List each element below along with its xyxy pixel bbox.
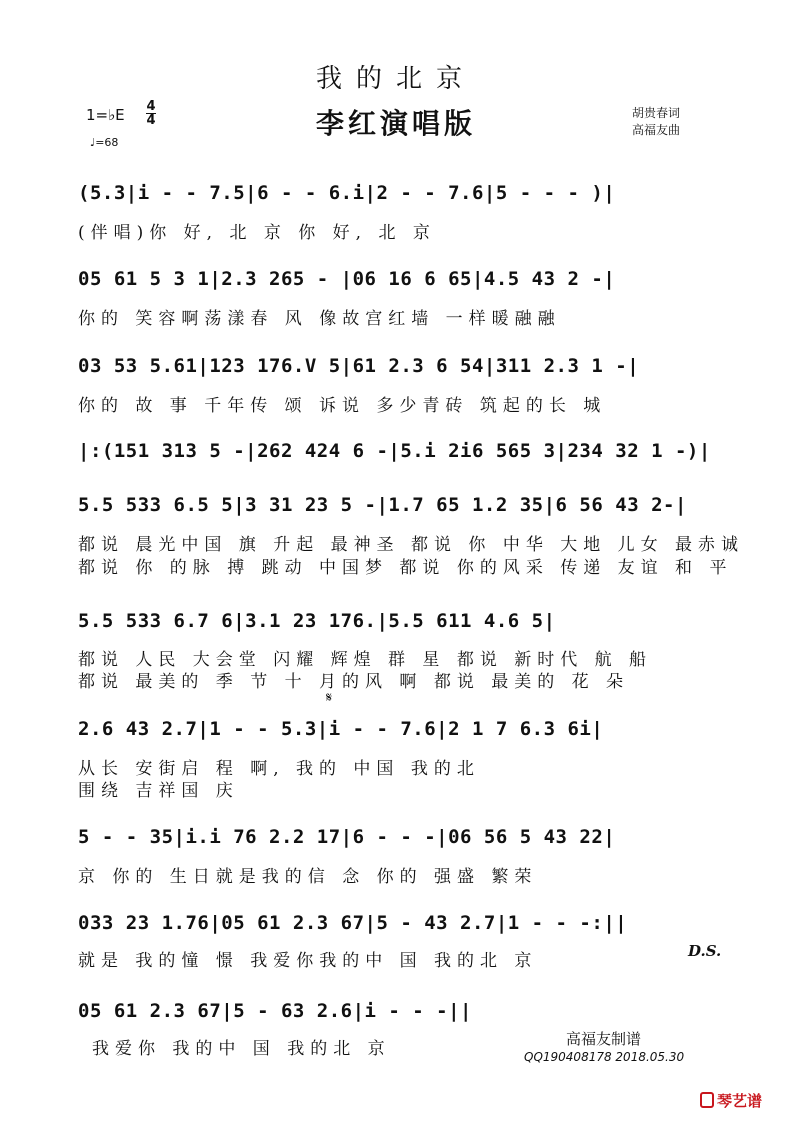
score-row-4 bbox=[78, 430, 728, 480]
lyric-line: 就是 我的憧 憬 我爱你我的中 国 我的北 京 bbox=[78, 951, 538, 971]
score-row-5 bbox=[78, 484, 728, 534]
score-row-9 bbox=[78, 902, 728, 952]
lyric-line: 都说 晨光中国 旗 升起 最神圣 都说 你 中华 大地 儿女 最赤诚 bbox=[78, 535, 745, 555]
notation-line: 5.5 533 6.5 5|3 31 23 5 -|1.7 65 1.2 35|6 56 43 2-| bbox=[78, 494, 687, 516]
tempo-marking: ♩=68 bbox=[90, 136, 119, 149]
lyricist-credit: 胡贵春词 bbox=[632, 106, 681, 120]
score-row-6 bbox=[78, 600, 728, 650]
notation-line: 05 61 2.3 67|5 - 63 2.6|i - - -|| bbox=[78, 1000, 472, 1022]
lyric-line: 京 你的 生日就是我的信 念 你的 强盛 繁荣 bbox=[78, 867, 538, 887]
lyric-line: 围绕 吉祥国 庆 bbox=[78, 781, 239, 801]
lyric-line: 都说 你 的脉 搏 跳动 中国梦 都说 你的风采 传递 友谊 和 平 bbox=[78, 558, 733, 578]
lyric-line: 都说 人民 大会堂 闪耀 辉煌 群 星 都说 新时代 航 船 bbox=[78, 650, 653, 670]
song-title: 我的北京 bbox=[315, 64, 476, 94]
score-row-2 bbox=[78, 258, 728, 308]
score-row-7 bbox=[78, 708, 728, 758]
segno-sign: 𝄋 bbox=[326, 690, 333, 706]
key-signature: 1=♭E bbox=[86, 106, 125, 124]
time-signature bbox=[146, 100, 156, 127]
lyric-line: 你的 笑容啊荡漾春 风 像故宫红墙 一样暖融融 bbox=[78, 309, 561, 329]
lyric-line: 你的 故 事 千年传 颂 诉说 多少青砖 筑起的长 城 bbox=[78, 396, 607, 416]
lyric-line: 我爱你 我的中 国 我的北 京 bbox=[92, 1039, 391, 1059]
brand-mark-icon bbox=[700, 1092, 714, 1108]
notation-line: 5 - - 35|i.i 76 2.2 17|6 - - -|06 56 5 43 22| bbox=[78, 826, 616, 848]
score-row-8 bbox=[78, 816, 728, 866]
score-row-1 bbox=[78, 172, 728, 222]
lyric-line: (伴唱)你 好, 北 京 你 好, 北 京 bbox=[78, 223, 436, 243]
song-subtitle: 李红演唱版 bbox=[315, 107, 476, 140]
dal-segno-mark: D.S. bbox=[688, 942, 722, 960]
lyric-line: 都说 最美的 季 节 十 月的风 啊 都说 最美的 花 朵 bbox=[78, 672, 630, 692]
meter-top: 4 bbox=[146, 99, 156, 114]
brand-text: 琴艺谱 bbox=[717, 1092, 763, 1110]
notation-line: 2.6 43 2.7|1 - - 5.3|i - - 7.6|2 1 7 6.3 6i| bbox=[78, 718, 604, 740]
notation-line: 03 53 5.61|123 176.V 5|61 2.3 6 54|311 2.3 1 -| bbox=[78, 355, 640, 377]
notation-line: 033 23 1.76|05 61 2.3 67|5 - 43 2.7|1 - - -:|| bbox=[78, 912, 628, 934]
notation-line: 05 61 5 3 1|2.3 265 - |06 16 6 65|4.5 43 2 -| bbox=[78, 268, 616, 290]
score-row-3 bbox=[78, 345, 728, 395]
meter-bottom: 4 bbox=[146, 113, 156, 128]
notation-line: |:(151 313 5 -|262 424 6 -|5.i 2i6 565 3|234 32 1 -)| bbox=[78, 440, 711, 462]
arranger-credit: 高福友制谱 bbox=[566, 1030, 642, 1048]
notation-line: (5.3|i - - 7.5|6 - - 6.i|2 - - 7.6|5 - - - )| bbox=[78, 182, 616, 204]
lyric-line: 从长 安街启 程 啊, 我的 中国 我的北 bbox=[78, 759, 480, 779]
date-stamp: QQ190408178 2018.05.30 bbox=[524, 1050, 685, 1064]
composer-credit: 高福友曲 bbox=[632, 123, 681, 137]
brand-logo bbox=[700, 1090, 762, 1111]
notation-line: 5.5 533 6.7 6|3.1 23 176.|5.5 611 4.6 5| bbox=[78, 610, 556, 632]
